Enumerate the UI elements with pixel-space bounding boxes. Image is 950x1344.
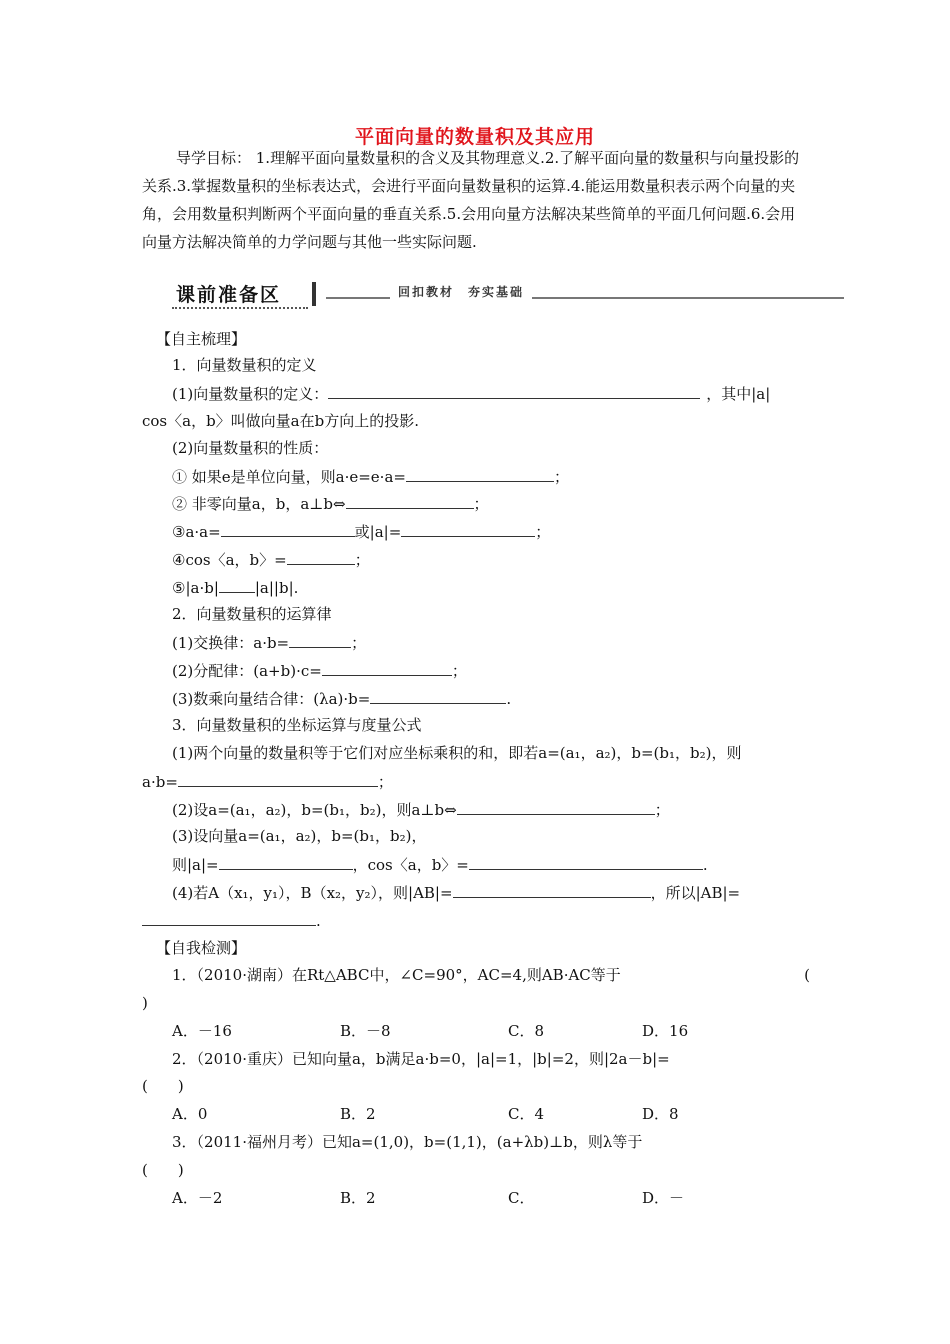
section-separator (312, 282, 316, 306)
coordinate-item: (2)设a=(a₁，a₂)，b=(b₁，b₂)，则a⊥b⇔ ； (172, 801, 670, 819)
coordinate-text: a·b= (142, 773, 178, 791)
answer-blank[interactable] (469, 854, 703, 870)
section-subtitle: 回扣教材 夯实基础 (390, 283, 532, 300)
coordinate-text: (2)设a=(a₁，a₂)，b=(b₁，b₂)，则a⊥b⇔ (172, 801, 457, 819)
property-text: ① 如果e是单位向量，则a·e=e·a= (172, 468, 406, 486)
property-item: ④cos〈a，b〉= ； (172, 551, 370, 569)
subsection-label: 【自主梳理】 (156, 330, 247, 348)
answer-blank[interactable] (346, 493, 474, 509)
coordinate-item: (1)两个向量的数量积等于它们对应坐标乘积的和，即若a=(a₁，a₂)，b=(b₁，b₂)，则 (172, 744, 742, 762)
answer-paren: ( (804, 966, 810, 984)
answer-blank[interactable] (406, 466, 554, 482)
learning-objectives: 导学目标： 1.理解平面向量数量积的含义及其物理意义.2.了解平面向量的数量积与向量投影的关系.3.掌握数量积的坐标表达式，会进行平面向量数量积的运算.4.能运用数量积表示两个向量的夹角，会用数量积判断两个平面向量的垂直关系.5.会用向量方法解决某些简单的平面几何问题.6.会用向量方法解决简单的力学问题与其他一些实际问题. (142, 149, 800, 251)
option-c[interactable]: C．4 (508, 1105, 545, 1123)
property-text: ② 非零向量a，b，a⊥b⇔ (172, 495, 346, 513)
property-item: ③a·a= 或|a|= ； (172, 523, 551, 541)
property-item: ① 如果e是单位向量，则a·e=e·a= ； (172, 468, 569, 486)
option-b[interactable]: B．2 (340, 1105, 376, 1123)
coordinate-text: ，cos〈a，b〉= (352, 856, 469, 874)
answer-paren: ( ) (142, 1161, 184, 1179)
option-b[interactable]: B．2 (340, 1189, 376, 1207)
answer-blank[interactable] (453, 882, 651, 898)
answer-blank[interactable] (401, 521, 535, 537)
question-3-stem: 3．（2011·福州月考）已知a=(1,0)，b=(1,1)，(a+λb)⊥b，则λ等于 (172, 1133, 643, 1151)
topic-heading: 2．向量数量积的运算律 (172, 605, 332, 623)
option-a[interactable]: A．－2 (172, 1189, 223, 1207)
law-text: (3)数乘向量结合律：(λa)·b= (172, 690, 371, 708)
topic-heading: 3．向量数量积的坐标运算与度量公式 (172, 716, 422, 734)
property-text: ⑤|a·b| (172, 579, 219, 597)
option-b[interactable]: B．－8 (340, 1022, 391, 1040)
answer-blank[interactable] (219, 854, 353, 870)
law-text: (1)交换律：a·b= (172, 634, 290, 652)
coordinate-text: (4)若A（x₁，y₁），B（x₂，y₂），则|AB|= (172, 884, 453, 902)
question-1-stem (172, 965, 810, 985)
law-item: (3)数乘向量结合律：(λa)·b= . (172, 690, 512, 708)
option-a[interactable]: A．0 (172, 1105, 208, 1123)
answer-paren: ( ) (142, 1077, 184, 1095)
property-heading: (2)向量数量积的性质： (172, 439, 329, 457)
section-title-underline (172, 307, 308, 309)
property-text: 或|a|= (354, 523, 402, 541)
law-text: (2)分配律：(a+b)·c= (172, 662, 322, 680)
coordinate-item: (3)设向量a=(a₁，a₂)，b=(b₁，b₂)， (172, 827, 427, 845)
definition-tail: ，其中|a| (706, 385, 771, 403)
question-text: 1．（2010·湖南）在Rt△ABC中，∠C=90°，AC=4,则AB·AC等于 (172, 966, 621, 984)
answer-blank[interactable] (142, 910, 316, 926)
section-header (172, 280, 844, 310)
option-c[interactable]: C．8 (508, 1022, 545, 1040)
option-d[interactable]: D．16 (642, 1022, 689, 1040)
property-text: ④cos〈a，b〉= (172, 551, 287, 569)
option-a[interactable]: A．－16 (172, 1022, 232, 1040)
answer-blank[interactable] (322, 660, 452, 676)
law-item: (1)交换律：a·b= ； (172, 634, 367, 652)
answer-blank[interactable] (289, 632, 351, 648)
answer-blank[interactable] (287, 549, 355, 565)
definition-line (172, 383, 810, 404)
topic-heading: 1．向量数量积的定义 (172, 356, 317, 374)
answer-blank[interactable] (221, 521, 355, 537)
property-text: ③a·a= (172, 523, 221, 541)
answer-blank[interactable] (219, 577, 255, 593)
property-item: ② 非零向量a，b，a⊥b⇔ ； (172, 495, 489, 513)
answer-blank[interactable] (370, 688, 506, 704)
property-text: |a||b|. (254, 579, 299, 597)
definition-label: (1)向量数量积的定义： (172, 385, 329, 403)
option-d[interactable]: D．8 (642, 1105, 679, 1123)
coordinate-text: 则|a|= (172, 856, 219, 874)
coordinate-item (172, 882, 810, 903)
answer-blank[interactable] (178, 771, 378, 787)
page-title: 平面向量的数量积及其应用 (354, 126, 595, 148)
coordinate-item: a·b= ； (142, 773, 393, 791)
answer-paren-close: ) (142, 994, 148, 1012)
section-title: 课前准备区 (176, 284, 282, 306)
definition-continuation: cos〈a，b〉叫做向量a在b方向上的投影. (142, 412, 419, 430)
law-item: (2)分配律：(a+b)·c= ； (172, 662, 467, 680)
subsection-label: 【自我检测】 (156, 939, 247, 957)
coordinate-continuation: . (142, 910, 810, 931)
option-d[interactable]: D．－ (642, 1189, 685, 1207)
answer-blank[interactable] (328, 383, 700, 399)
coordinate-item: 则|a|= ，cos〈a，b〉= . (172, 856, 708, 874)
option-c[interactable]: C． (508, 1189, 535, 1207)
question-2-stem: 2．（2010·重庆）已知向量a，b满足a·b=0，|a|=1，|b|=2，则|2a－b|= (172, 1050, 670, 1068)
property-item (172, 577, 810, 598)
answer-blank[interactable] (457, 799, 655, 815)
coordinate-text: ，所以|AB|= (650, 884, 741, 902)
